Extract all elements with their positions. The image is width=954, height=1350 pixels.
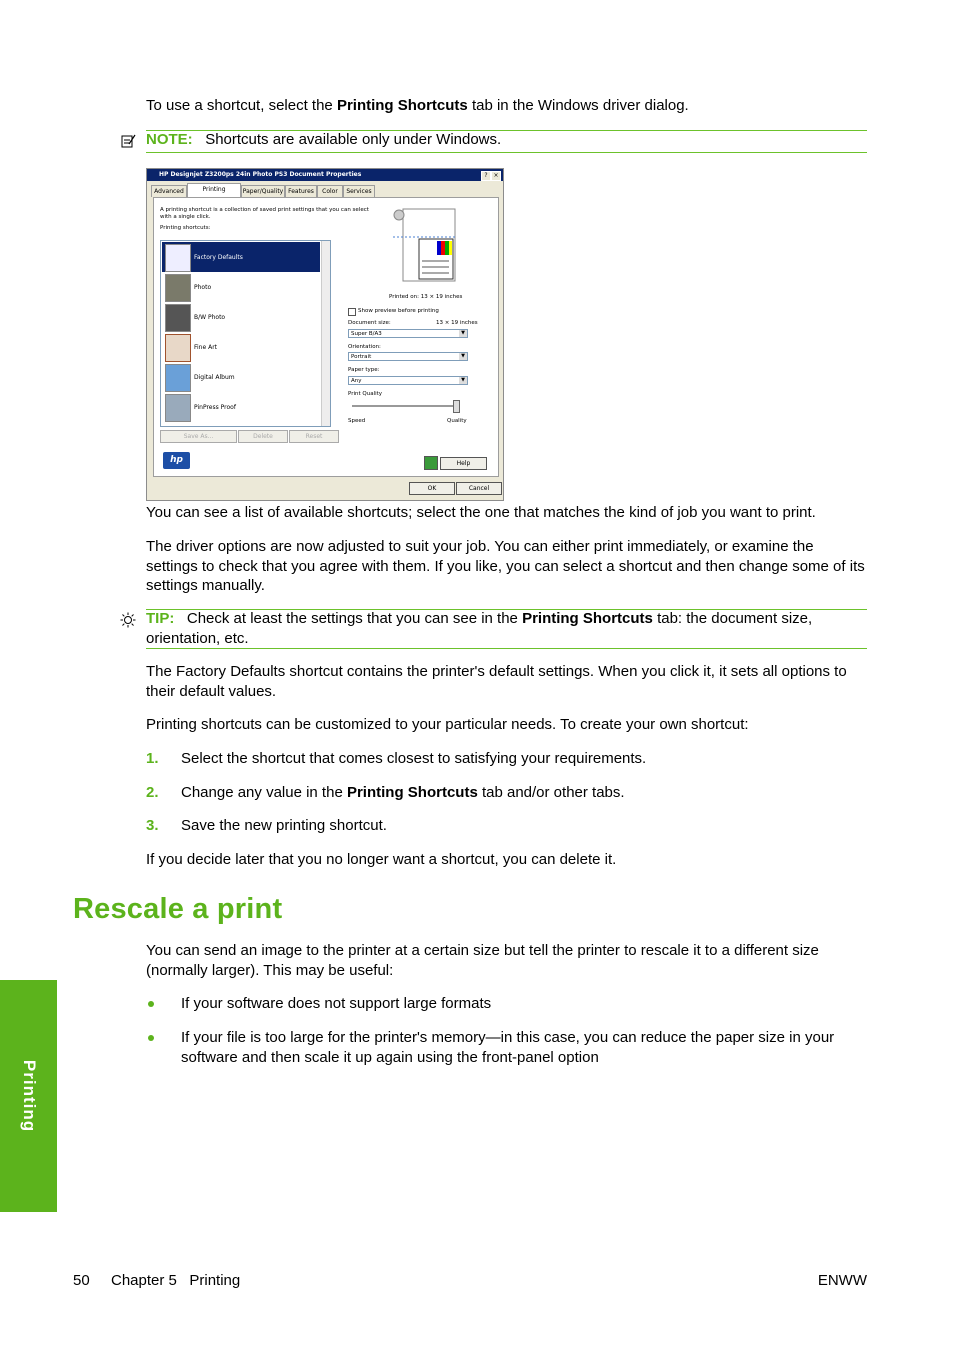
bullet-text: If your software does not support large formats — [181, 995, 492, 1012]
section-heading: Rescale a print — [73, 893, 283, 925]
dialog-description: A printing shortcut is a collection of saved print settings that you can select with a single click. — [160, 207, 369, 220]
shortcut-thumbnail — [165, 364, 191, 392]
ok-button[interactable]: OK — [409, 482, 455, 495]
bullet-dot — [148, 1035, 154, 1041]
document-size-select[interactable]: Super B/A3 ▼ — [348, 329, 468, 338]
slider-left-label: Speed — [348, 418, 366, 424]
footer-chapter: Chapter 5 Printing — [111, 1272, 241, 1289]
paragraph-customize: Printing shortcuts can be customized to your particular needs. To create your own shortcut: — [146, 716, 749, 733]
chevron-down-icon: ▼ — [459, 330, 467, 337]
save-as-button[interactable]: Save As... — [160, 430, 237, 443]
document-size-dims: 13 × 19 inches — [436, 320, 478, 326]
shortcut-label: Digital Album — [194, 374, 235, 381]
orientation-label: Orientation: — [348, 344, 381, 350]
page-preview — [389, 207, 459, 287]
bullet-dot — [148, 1001, 154, 1007]
chapter-side-tab — [0, 980, 57, 1212]
intro-paragraph: To use a shortcut, select the Printing Shortcuts tab in the Windows driver dialog. — [146, 97, 689, 114]
step-text: Change any value in the Printing Shortcuts tab and/or other tabs. — [181, 784, 625, 801]
side-tab-label: Printing — [20, 1059, 39, 1133]
paragraph-rescale: You can send an image to the printer at a certain size but tell the printer to rescale it to a different size (normally larger). This may be useful: — [146, 942, 819, 979]
show-preview-checkbox[interactable] — [348, 308, 356, 316]
cancel-button[interactable]: Cancel — [456, 482, 502, 495]
shortcut-label: Photo — [194, 284, 212, 291]
paper-type-label: Paper type: — [348, 367, 380, 373]
dialog-titlebar — [147, 169, 503, 181]
tab-color[interactable]: Color — [317, 185, 343, 197]
shortcut-thumbnail — [165, 304, 191, 332]
driver-dialog-screenshot — [146, 168, 504, 501]
list-item[interactable] — [162, 242, 320, 272]
reset-button[interactable]: Reset — [289, 430, 339, 443]
step-number: 2. — [146, 784, 159, 801]
tab-features[interactable]: Features — [285, 185, 317, 197]
chevron-down-icon: ▼ — [459, 377, 467, 384]
quality-slider-track[interactable] — [352, 405, 457, 407]
list-label: Printing shortcuts: — [160, 225, 211, 231]
tab-advanced[interactable]: Advanced — [151, 185, 187, 197]
list-item[interactable] — [162, 332, 320, 362]
paragraph-driver-options: The driver options are now adjusted to suit your job. You can either print immediately, or examine the settings to check that you agree with them. If you like, you can select a shortcut and then change some of its settings manually. — [146, 538, 865, 594]
shortcut-thumbnail — [165, 274, 191, 302]
refresh-icon[interactable] — [424, 456, 438, 470]
tab-printing-shortcuts[interactable]: Printing — [187, 183, 241, 197]
quality-slider-thumb[interactable] — [453, 400, 460, 413]
show-preview-label: Show preview before printing — [358, 308, 439, 314]
step-number: 3. — [146, 817, 159, 834]
tab-services[interactable]: Services — [343, 185, 375, 197]
list-item[interactable] — [162, 362, 320, 392]
hp-logo: hp — [163, 452, 190, 469]
note-icon — [120, 133, 136, 149]
shortcut-thumbnail — [165, 334, 191, 362]
shortcut-label: Factory Defaults — [194, 254, 243, 261]
note-paragraph: NOTE: Shortcuts are available only under Windows. — [146, 131, 502, 148]
footer-enww: ENWW — [817, 1272, 867, 1289]
shortcut-label: B/W Photo — [194, 314, 226, 321]
lightbulb-icon — [120, 612, 136, 628]
step-text: Select the shortcut that comes closest to satisfying your requirements. — [181, 750, 647, 767]
shortcuts-list — [160, 240, 331, 427]
shortcut-label: Fine Art — [194, 344, 218, 351]
shortcut-thumbnail — [165, 244, 191, 272]
list-item[interactable] — [162, 272, 320, 302]
list-item[interactable] — [162, 392, 320, 422]
help-button[interactable]: Help — [440, 457, 487, 470]
tip-bottom-rule — [146, 648, 867, 649]
paragraph-factory-defaults: The Factory Defaults shortcut contains the printer's default settings. When you click it, it sets all options to their default values. — [146, 663, 847, 700]
paragraph-delete: If you decide later that you no longer want a shortcut, you can delete it. — [146, 851, 617, 868]
list-scrollbar[interactable] — [321, 241, 330, 426]
paragraph-shortcut-list: You can see a list of available shortcuts; select the one that matches the kind of job you want to print. — [146, 504, 816, 521]
printed-on-label: Printed on: 13 × 19 inches — [389, 294, 463, 300]
document-size-label: Document size: — [348, 320, 391, 326]
chevron-down-icon: ▼ — [459, 353, 467, 360]
step-number: 1. — [146, 750, 159, 767]
step-text: Save the new printing shortcut. — [181, 817, 387, 834]
help-title-icon[interactable]: ? — [481, 171, 491, 181]
paper-type-select[interactable]: Any ▼ — [348, 376, 468, 385]
close-icon[interactable]: × — [491, 171, 501, 181]
tip-paragraph: TIP: Check at least the settings that you can see in the Printing Shortcuts tab: the document size, orientation, etc. — [146, 610, 813, 647]
orientation-select[interactable]: Portrait ▼ — [348, 352, 468, 361]
dialog-title: HP Designjet Z3200ps 24in Photo PS3 Document Properties — [159, 171, 362, 178]
tab-paper-quality[interactable]: Paper/Quality — [241, 185, 285, 197]
slider-right-label: Quality — [447, 418, 467, 424]
shortcut-label: PinPress Proof — [194, 404, 236, 411]
print-quality-label: Print Quality — [348, 391, 383, 397]
bullet-text: If your file is too large for the printer's memory—in this case, you can reduce the paper size in your software and then scale it up again using the front-panel option — [181, 1029, 835, 1066]
shortcut-thumbnail — [165, 394, 191, 422]
delete-button[interactable]: Delete — [238, 430, 288, 443]
page-number: 50 — [73, 1272, 90, 1289]
note-bottom-rule — [146, 152, 867, 153]
list-item[interactable] — [162, 302, 320, 332]
